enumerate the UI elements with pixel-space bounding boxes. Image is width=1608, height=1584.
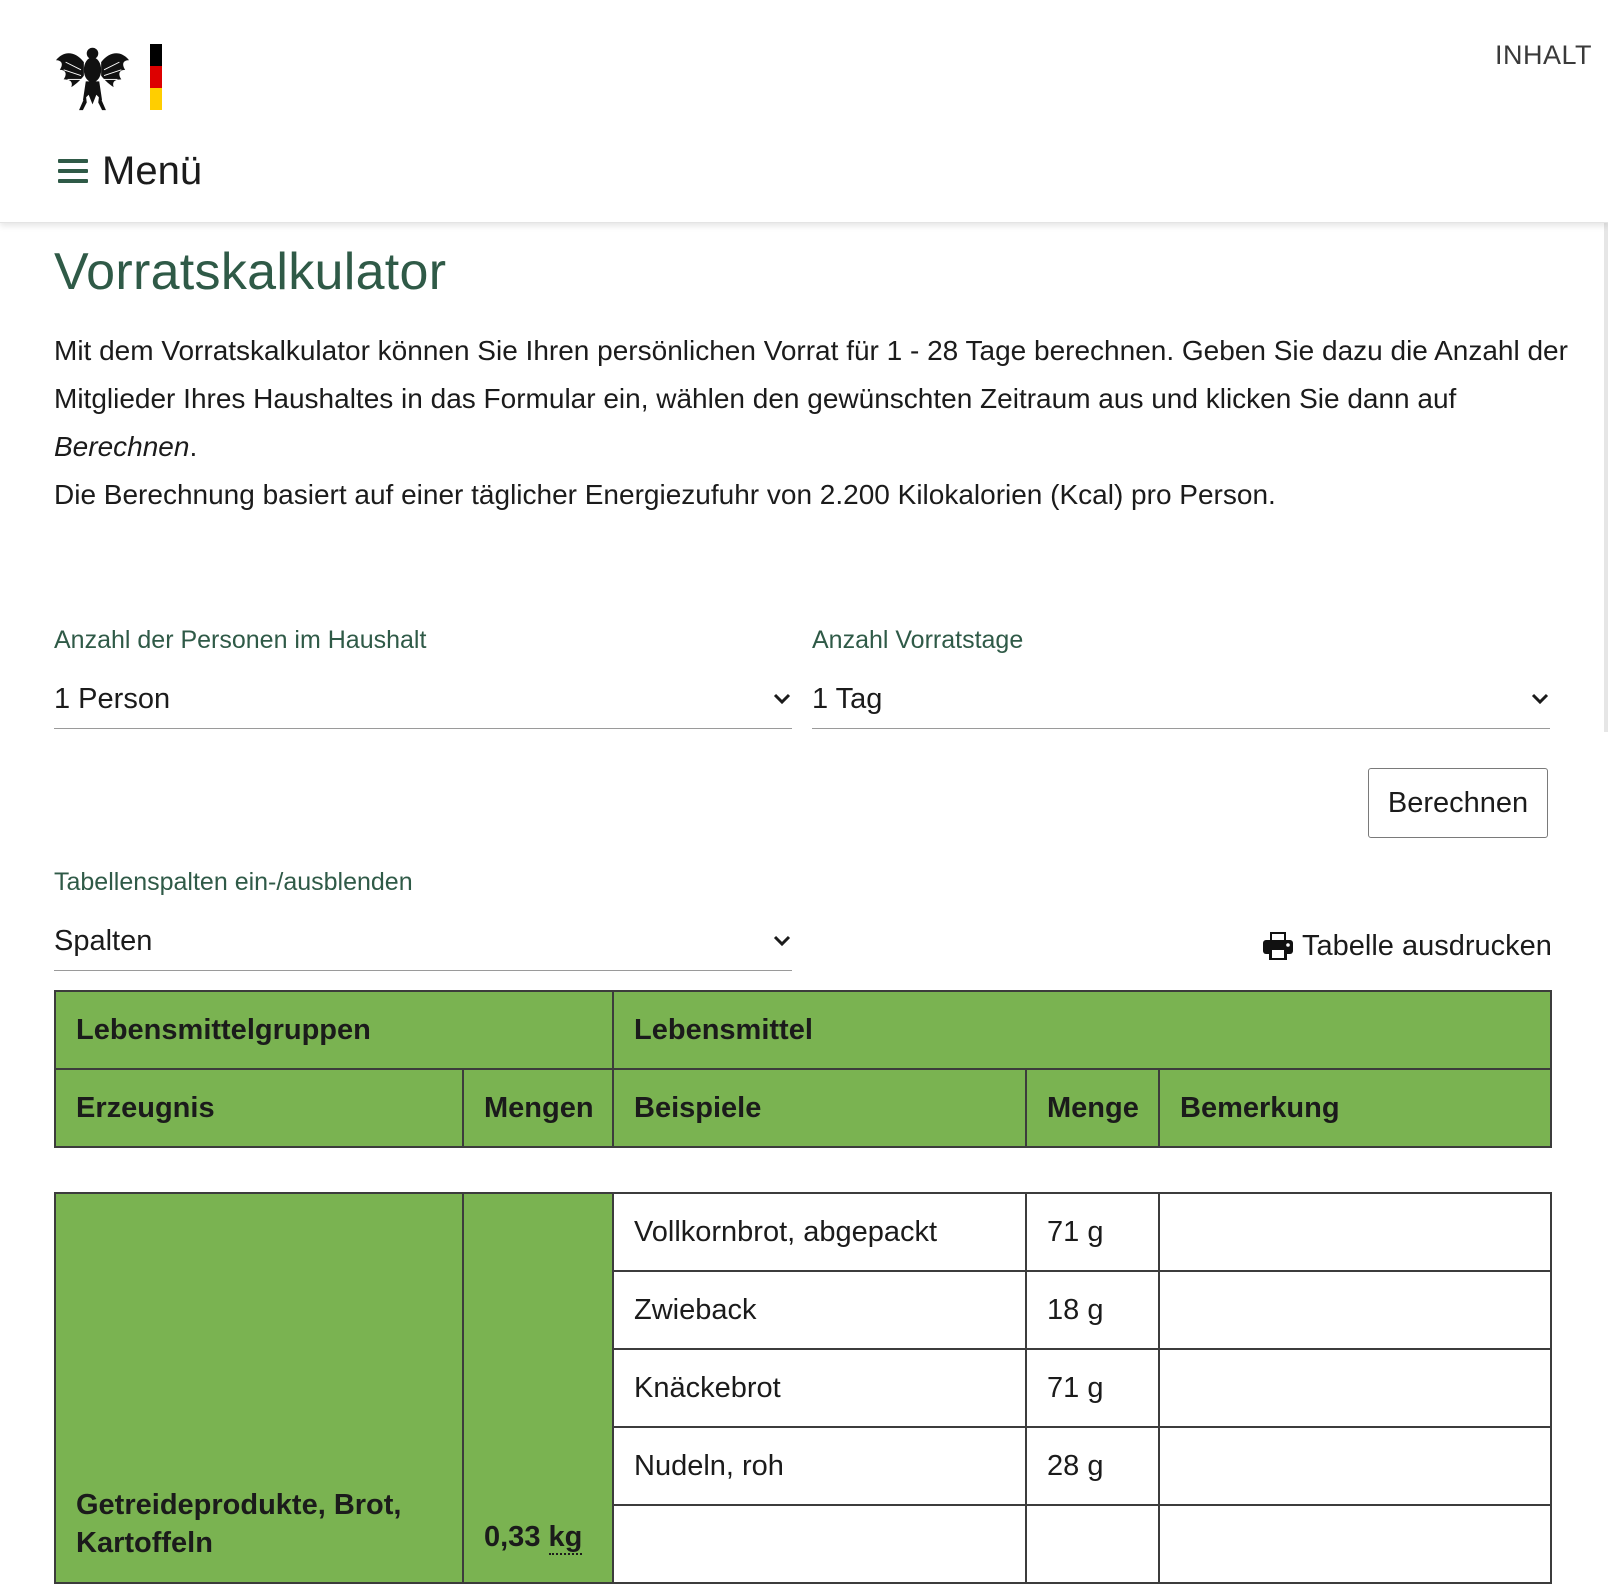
- columns-label: Tabellenspalten ein-/ausblenden: [54, 868, 413, 896]
- column-header-amount[interactable]: Menge: [1026, 1069, 1159, 1147]
- food-table: [54, 1192, 1552, 1584]
- inhalt-link[interactable]: INHALT: [1494, 40, 1592, 70]
- menu-label: Menü: [102, 148, 203, 193]
- amount-cell: [1026, 1505, 1159, 1583]
- chevron-down-icon: [772, 689, 792, 709]
- intro-emphasis: Berechnen: [54, 431, 190, 462]
- group-name-cell: Getreideprodukte, Brot, Kartoffeln: [55, 1193, 463, 1583]
- columns-value: Spalten: [54, 924, 153, 957]
- persons-value: 1 Person: [54, 682, 171, 715]
- example-cell: Nudeln, roh: [613, 1427, 1026, 1505]
- remark-cell: [1159, 1349, 1551, 1427]
- days-field: [812, 626, 1550, 715]
- page-title: Vorratskalkulator: [54, 243, 447, 301]
- print-label: Tabelle ausdrucken: [1302, 929, 1552, 962]
- calculate-button[interactable]: Berechnen: [1368, 768, 1548, 838]
- print-table-button[interactable]: [1262, 924, 1552, 968]
- hamburger-icon: [58, 159, 88, 183]
- remark-cell: [1159, 1271, 1551, 1349]
- intro-text-part2: .: [189, 431, 198, 462]
- amount-cell: 71 g: [1026, 1349, 1159, 1427]
- days-label: Anzahl Vorratstage: [812, 626, 1024, 654]
- persons-field: [54, 626, 792, 715]
- persons-label: Anzahl der Personen im Haushalt: [54, 626, 427, 654]
- federal-eagle-logo[interactable]: [54, 41, 131, 114]
- site-header: [0, 0, 1608, 223]
- chevron-down-icon: [772, 931, 792, 951]
- example-cell: [613, 1505, 1026, 1583]
- amount-cell: 18 g: [1026, 1271, 1159, 1349]
- remark-cell: [1159, 1193, 1551, 1271]
- group-amount-unit: kg: [548, 1521, 583, 1553]
- scrollbar-track[interactable]: [1604, 222, 1608, 732]
- column-header-examples[interactable]: Beispiele: [613, 1069, 1026, 1147]
- group-amount-value: 0,33: [484, 1521, 541, 1553]
- example-cell: Knäckebrot: [613, 1349, 1026, 1427]
- example-cell: Vollkornbrot, abgepackt: [613, 1193, 1026, 1271]
- printer-icon: [1262, 930, 1294, 962]
- german-flag-bar: [150, 44, 162, 110]
- amount-cell: 28 g: [1026, 1427, 1159, 1505]
- table-header: [54, 990, 1552, 1148]
- example-cell: Zwieback: [613, 1271, 1026, 1349]
- header-foods: Lebensmittel: [613, 991, 1551, 1069]
- menu-button[interactable]: [58, 146, 202, 196]
- column-header-quantities[interactable]: Mengen: [463, 1069, 613, 1147]
- header-food-groups: Lebensmittelgruppen: [55, 991, 613, 1069]
- column-header-product[interactable]: Erzeugnis: [55, 1069, 463, 1147]
- intro-text: [54, 327, 1574, 519]
- persons-select[interactable]: [54, 670, 792, 729]
- remark-cell: [1159, 1427, 1551, 1505]
- days-value: 1 Tag: [812, 682, 883, 715]
- intro-energy-note: Die Berechnung basiert auf einer täglicher Energiezufuhr von 2.200 Kilokalorien (Kcal) pro Person.: [54, 479, 1276, 510]
- intro-text-part1: Mit dem Vorratskalkulator können Sie Ihren persönlichen Vorrat für 1 - 28 Tage berechnen. Geben Sie dazu die Anzahl der Mitglieder Ihres Haushaltes in das Formular ein, wählen den gewünschten Zeitraum aus und klicken Sie dann auf: [54, 335, 1568, 414]
- columns-select[interactable]: [54, 912, 792, 971]
- columns-field: [54, 868, 792, 957]
- group-amount-cell: [463, 1193, 613, 1583]
- days-select[interactable]: [812, 670, 1550, 729]
- column-header-remark[interactable]: Bemerkung: [1159, 1069, 1551, 1147]
- remark-cell: [1159, 1505, 1551, 1583]
- table-row: [55, 1193, 1551, 1271]
- chevron-down-icon: [1530, 689, 1550, 709]
- amount-cell: 71 g: [1026, 1193, 1159, 1271]
